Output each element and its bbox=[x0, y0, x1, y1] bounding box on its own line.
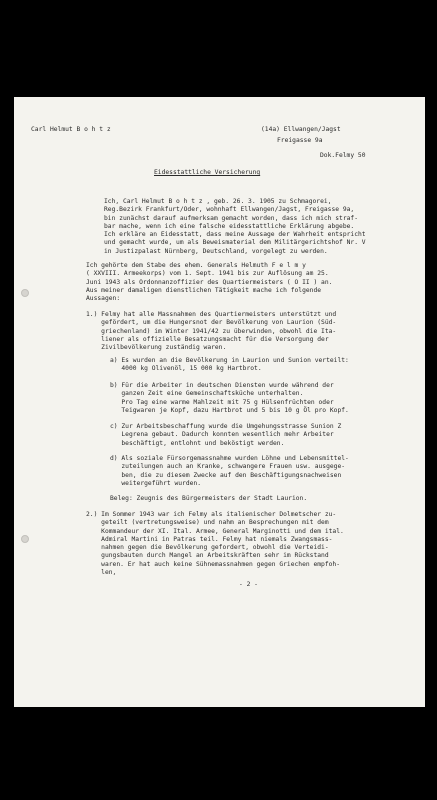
text-line: Admiral Martini in Patras teil. Felmy hat niemals Zwangsmass- bbox=[86, 535, 333, 543]
text-line: Aus meiner damaligen dienstlichen Tätigkeit mache ich folgende bbox=[86, 286, 322, 294]
text-line: bar mache, wenn ich eine falsche eidesstattliche Erklärung abgebe. bbox=[104, 222, 355, 230]
text-line: Juni 1943 als Ordonnanzoffizier des Quartiermeisters ( O II ) an. bbox=[86, 278, 333, 286]
punch-hole bbox=[21, 289, 29, 297]
text-line: ganzen Zeit eine Gemeinschaftsküche unterhalten. bbox=[110, 390, 304, 398]
punch-hole bbox=[21, 535, 29, 543]
text-line: 2.) Im Sommer 1943 war ich Felmy als italienischer Dolmetscher zu- bbox=[86, 511, 337, 518]
item-1c bbox=[110, 423, 420, 448]
text-line: Legrena gebaut. Dadurch konnten wesentlich mehr Arbeiter bbox=[110, 431, 334, 439]
evidence-note: Beleg: Zeugnis des Bürgermeisters der Stadt Laurion. bbox=[110, 495, 308, 502]
text-line: Reg.Bezirk Frankfurt/Oder, wohnhaft Ellwangen/Jagst, Freigasse 9a, bbox=[104, 206, 355, 214]
text-line: griechenland) im Winter 1941/42 zu überwinden, obwohl die Ita- bbox=[86, 327, 337, 335]
address-line-1: (14a) Ellwangen/Jagst bbox=[261, 126, 341, 133]
address-line-2: Freigasse 9a bbox=[277, 137, 323, 144]
text-line: Pro Tag eine warme Mahlzeit mit 75 g Hülsenfrüchten oder bbox=[110, 398, 334, 406]
intro-paragraph bbox=[104, 198, 414, 256]
item-1a bbox=[110, 357, 420, 374]
text-line: Teigwaren je Kopf, dazu Hartbrot und 5 bis 10 g Öl pro Kopf. bbox=[110, 406, 349, 414]
text-line: b) Für die Arbeiter in deutschen Diensten wurde während der bbox=[110, 382, 334, 389]
item-1d bbox=[110, 455, 420, 488]
text-line: a) Es wurden an die Bevölkerung in Laurion und Sunion verteilt: bbox=[110, 357, 349, 364]
item-1b bbox=[110, 382, 420, 415]
text-line: weitergeführt wurden. bbox=[110, 479, 201, 487]
document-title: Eidesstattliche Versicherung bbox=[154, 169, 261, 176]
document-reference: Dok.Felmy 50 bbox=[320, 152, 366, 159]
text-line: beschäftigt, entlohnt und beköstigt werden. bbox=[110, 439, 285, 447]
text-line: bin zunächst darauf aufmerksam gemacht worden, dass ich mich straf- bbox=[104, 214, 359, 222]
text-line: Ich, Carl Helmut B o h t z , geb. 26. 3. 1905 zu Schmagorei, bbox=[104, 198, 332, 205]
text-line: und gemacht wurde, um als Beweismaterial dem Militärgerichtshof Nr. V bbox=[104, 239, 366, 247]
text-line: gungsbauten durch Mangel an Arbeitskräften sehr im Rückstand bbox=[86, 552, 329, 560]
text-line: d) Als soziale Fürsorgemassnahme wurden Löhne und Lebensmittel- bbox=[110, 455, 349, 462]
text-line: c) Zur Arbeitsbeschaffung wurde die Umgehungsstrasse Sunion Z bbox=[110, 423, 342, 430]
document-page bbox=[14, 97, 425, 707]
text-line: nahmen gegen die Bevölkerung gefordert, obwohl die Verteidi- bbox=[86, 544, 329, 552]
text-line: len, bbox=[86, 569, 117, 577]
item-1 bbox=[86, 311, 396, 352]
text-line: 1.) Felmy hat alle Massnahmen des Quartiermeisters unterstützt und bbox=[86, 311, 337, 318]
text-line: zuteilungen auch an Kranke, schwangere Frauen usw. ausgege- bbox=[110, 463, 346, 471]
text-line: 4000 kg Olivenöl, 15 000 kg Hartbrot. bbox=[110, 365, 262, 373]
author-name: Carl Helmut B o h t z bbox=[31, 126, 111, 133]
text-line: gefördert, um die Hungersnot der Bevölkerung von Laurion (Süd- bbox=[86, 319, 337, 327]
text-line: ( XXVIII. Armeekorps) vom 1. Sept. 1941 bis zur Auflösung am 25. bbox=[86, 270, 329, 278]
text-line: Ich gehörte dem Stabe des ehem. Generals Helmuth F e l m y bbox=[86, 262, 306, 269]
text-line: in Justizpalast Nürnberg, Deutschland, vorgelegt zu werden. bbox=[104, 247, 328, 255]
text-line: geteilt (vertretungsweise) und nahm an Besprechungen mit dem bbox=[86, 519, 329, 527]
text-line: Zivilbevölkerung zuständig waren. bbox=[86, 344, 227, 352]
item-2 bbox=[86, 511, 396, 577]
text-line: Kommandeur der XI. Ital. Armee, General Marginotti und dem ital. bbox=[86, 527, 344, 535]
text-line: waren. Er hat auch keine Sühnemassnahmen gegen Griechen empfoh- bbox=[86, 560, 341, 568]
service-paragraph bbox=[86, 262, 396, 303]
text-line: Ich erkläre an Eidesstatt, dass meine Aussage der Wahrheit entspricht bbox=[104, 231, 366, 239]
text-line: liener als offizielle Besatzungsmacht für die Versorgung der bbox=[86, 335, 329, 343]
text-line: ben, die zu diesem Zwecke auf den Beschäftigungsnachweisen bbox=[110, 471, 342, 479]
page-number: - 2 - bbox=[239, 581, 258, 588]
text-line: Aussagen: bbox=[86, 295, 121, 303]
